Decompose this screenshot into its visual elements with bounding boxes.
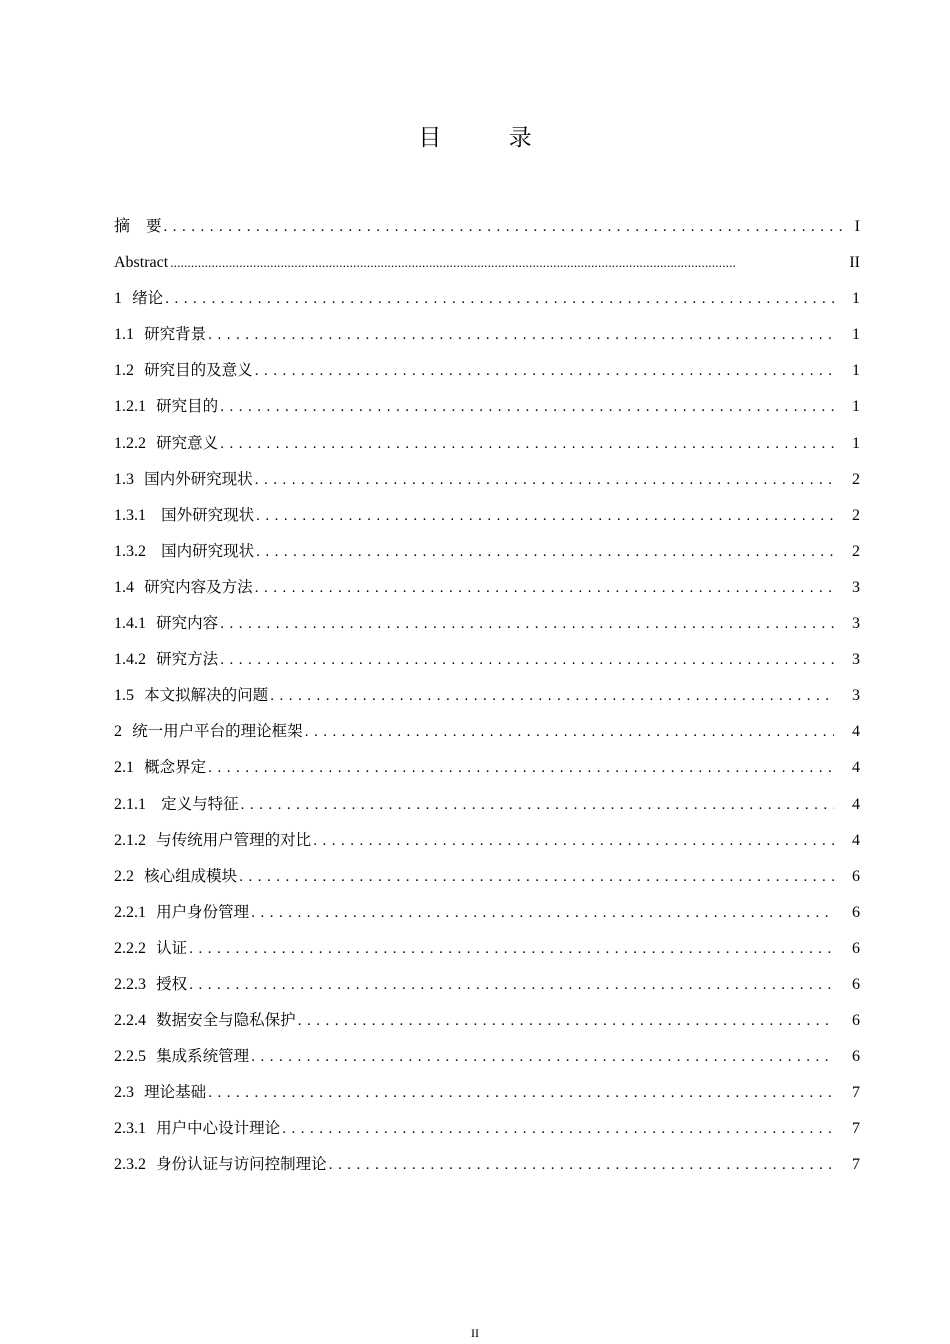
toc-entry-number: 2.1.1 [114, 795, 146, 813]
toc-entry[interactable] [114, 858, 860, 894]
toc-entry-number: 1.4.2 [114, 651, 146, 669]
toc-entry-title: 要 [146, 217, 162, 235]
toc-entry-label [114, 316, 206, 353]
toc-leader-dots [256, 534, 834, 570]
toc-leader-dots [170, 245, 844, 281]
toc-entry-number: 2.1 [114, 759, 134, 777]
toc-entry-label [114, 1038, 249, 1075]
toc-entry[interactable] [114, 786, 860, 822]
toc-entry-gap [134, 757, 144, 776]
toc-entry[interactable] [114, 822, 860, 858]
toc-entry-gap [134, 685, 144, 704]
toc-entry-number: 1.3.2 [114, 542, 146, 560]
toc-entry-title: 研究目的 [156, 397, 219, 416]
toc-entry-number: 1.3.1 [114, 506, 146, 524]
toc-leader-dots [282, 1111, 834, 1147]
toc-entry-number: 2.2.2 [114, 939, 146, 957]
toc-entry[interactable] [114, 425, 860, 461]
toc-entry-page: 3 [852, 651, 860, 669]
toc-entry-title: 统一用户平台的理论框架 [132, 722, 303, 741]
toc-leader-dots [329, 1147, 834, 1183]
toc-entry-page: 2 [852, 470, 860, 488]
toc-entry[interactable] [114, 497, 860, 533]
toc-entry-gap [146, 1154, 156, 1173]
toc-entry-gap [134, 577, 144, 596]
toc-leader-dots [220, 606, 834, 642]
toc-entry-label [114, 605, 218, 642]
toc-leader-dots [270, 678, 834, 714]
toc-entry-title: 研究背景 [144, 325, 207, 344]
toc-entry-label [114, 461, 253, 498]
toc-entry-number: 2.2.3 [114, 975, 146, 993]
toc-entry-number: 1.1 [114, 326, 134, 344]
toc-entry-page: 7 [852, 1120, 860, 1138]
toc-entry-label [114, 822, 311, 859]
toc-leader-dots [189, 931, 834, 967]
toc-entry-gap [146, 433, 156, 452]
toc-leader-dots [189, 967, 834, 1003]
toc-leader-dots [255, 570, 834, 606]
toc-entry-title: 核心组成模块 [144, 866, 238, 885]
toc-entry-page: 6 [852, 1012, 860, 1030]
toc-entry-label [114, 894, 249, 931]
toc-entry-title: 用户中心设计理论 [156, 1119, 281, 1138]
toc-entry-gap [146, 541, 156, 560]
toc-entry-page: 1 [852, 290, 860, 308]
toc-entry-label [114, 280, 163, 317]
toc-entry-page: 4 [852, 831, 860, 849]
toc-entry-gap [146, 974, 156, 993]
toc-leader-dots [208, 1075, 834, 1111]
toc-entry[interactable] [114, 1038, 860, 1074]
toc-entry[interactable] [114, 749, 860, 785]
toc-entry-gap [146, 1010, 156, 1029]
toc-entry-page: 4 [852, 723, 860, 741]
toc-entry-number: 1.4.1 [114, 615, 146, 633]
toc-entry-page: 4 [852, 759, 860, 777]
toc-entry[interactable] [114, 316, 860, 352]
toc-entry-gap [134, 866, 144, 885]
toc-entry-number: 2.3 [114, 1084, 134, 1102]
toc-entry-number: 1.2 [114, 362, 134, 380]
toc-entry-title: 与传统用户管理的对比 [156, 830, 312, 849]
toc-entry-page: 7 [852, 1156, 860, 1174]
toc-leader-dots [251, 895, 834, 931]
toc-entry-gap [146, 902, 156, 921]
page-number-footer: II [471, 1326, 479, 1340]
toc-entry-label [114, 641, 218, 678]
toc-entry-label [114, 749, 206, 786]
toc-entry[interactable] [114, 1146, 860, 1182]
toc-entry-page: 2 [852, 542, 860, 560]
toc-entry-title: 数据安全与隐私保护 [156, 1011, 296, 1030]
toc-entry-label [114, 388, 218, 425]
toc-entry-number: 2.2.1 [114, 903, 146, 921]
toc-entry-number: 1.2.2 [114, 434, 146, 452]
toc-entry-page: 6 [852, 975, 860, 993]
toc-entry-page: 3 [852, 615, 860, 633]
toc-entry-gap [146, 613, 156, 632]
toc-entry-title: 研究意义 [156, 433, 219, 452]
toc-entry-label [114, 497, 254, 534]
toc-leader-dots [220, 426, 834, 462]
toc-entry-page: 3 [852, 578, 860, 596]
toc-entry-label [114, 244, 168, 281]
toc-entry[interactable] [114, 280, 860, 316]
toc-entry-gap [146, 794, 156, 813]
toc-entry-gap [122, 721, 132, 740]
toc-leader-dots [256, 498, 834, 534]
toc-entry-title: 集成系统管理 [156, 1047, 250, 1066]
toc-leader-dots [255, 462, 834, 498]
toc-leader-dots [164, 209, 844, 245]
page-title: 目 录 [418, 125, 562, 151]
toc-leader-dots [220, 642, 834, 678]
toc-entry-number: 2.2 [114, 867, 134, 885]
toc-entry-label [114, 930, 187, 967]
toc-entry-gap [146, 1118, 156, 1137]
toc-entry[interactable] [114, 930, 860, 966]
toc-leader-dots [305, 714, 834, 750]
toc-leader-dots [251, 1039, 834, 1075]
toc-entry-number: 2.1.2 [114, 831, 146, 849]
toc-entry-gap [134, 469, 144, 488]
toc-entry-label [114, 1074, 206, 1111]
toc-entry-label [114, 786, 239, 823]
toc-entry-page: 3 [852, 687, 860, 705]
toc-entry-title: 国外研究现状 [156, 505, 255, 524]
toc-entry-page: 1 [852, 326, 860, 344]
toc-entry-label [114, 1146, 327, 1183]
toc-entry-gap [134, 324, 144, 343]
toc-entry-page: 1 [852, 434, 860, 452]
toc-entry-title: 定义与特征 [156, 794, 239, 813]
toc-entry-page: 6 [852, 903, 860, 921]
toc-entry[interactable] [114, 533, 860, 569]
toc-entry-number: 1.5 [114, 687, 134, 705]
toc-entry-title: 认证 [156, 938, 188, 957]
toc-entry-label [114, 352, 253, 389]
toc-entry-label [114, 966, 187, 1003]
toc-entry-page: II [849, 254, 860, 272]
toc-entry[interactable] [114, 605, 860, 641]
toc-entry[interactable] [114, 713, 860, 749]
toc-entry-page: 4 [852, 795, 860, 813]
toc-entry[interactable] [114, 1110, 860, 1146]
toc-entry-title: 研究方法 [156, 650, 219, 669]
toc-leader-dots [313, 823, 834, 859]
toc-entry-number: 2.2.5 [114, 1048, 146, 1066]
toc-entry-page: 6 [852, 939, 860, 957]
toc-entry-title: 授权 [156, 974, 188, 993]
toc-entry-title: 研究内容及方法 [144, 577, 253, 596]
toc-entry-title: 研究内容 [156, 614, 219, 633]
toc-entry-page: 6 [852, 1048, 860, 1066]
toc-entry[interactable] [114, 569, 860, 605]
toc-entry-page: I [854, 218, 860, 235]
toc-leader-dots [255, 353, 834, 389]
toc-entry-gap [146, 505, 156, 524]
toc-entry-label [114, 677, 268, 714]
toc-entry-number: 1.4 [114, 578, 134, 596]
toc-entry-page: 7 [852, 1084, 860, 1102]
toc-entry[interactable] [114, 244, 860, 280]
toc-entry[interactable] [114, 1002, 860, 1038]
toc-entry-label [114, 858, 237, 895]
toc-entry-title: 国内研究现状 [156, 541, 255, 560]
toc-leader-dots [208, 750, 834, 786]
table-of-contents [114, 208, 860, 1183]
toc-entry-title: 身份认证与访问控制理论 [156, 1155, 327, 1174]
toc-entry[interactable] [114, 677, 860, 713]
toc-entry-gap [146, 830, 156, 849]
toc-entry-gap [122, 288, 132, 307]
toc-entry-gap [134, 360, 144, 379]
toc-entry-title: 理论基础 [144, 1083, 207, 1102]
toc-entry-number: 1.2.1 [114, 398, 146, 416]
toc-entry-label [114, 1110, 280, 1147]
toc-leader-dots [220, 389, 834, 425]
toc-entry-gap [146, 396, 156, 415]
toc-entry[interactable] [114, 894, 860, 930]
toc-entry-gap [130, 216, 146, 235]
toc-entry-gap [134, 1082, 144, 1101]
toc-entry-label [114, 425, 218, 462]
toc-entry[interactable] [114, 966, 860, 1002]
toc-leader-dots [241, 787, 834, 823]
toc-entry-label [114, 569, 253, 606]
toc-entry-page: 1 [852, 398, 860, 416]
toc-entry-label [114, 1002, 296, 1039]
toc-entry-number: 2.2.4 [114, 1012, 146, 1030]
toc-leader-dots [165, 281, 834, 317]
toc-entry[interactable] [114, 352, 860, 388]
toc-entry-number: 2 [114, 723, 122, 741]
toc-entry-number: 1.3 [114, 470, 134, 488]
toc-entry-number: 2.3.2 [114, 1156, 146, 1174]
toc-leader-dots [298, 1003, 834, 1039]
toc-entry-label [114, 208, 162, 245]
toc-entry-page: 1 [852, 362, 860, 380]
toc-entry-title: 绪论 [132, 289, 164, 308]
toc-entry-title: 本文拟解决的问题 [144, 686, 269, 705]
toc-entry-gap [146, 1046, 156, 1065]
toc-entry-gap [146, 649, 156, 668]
toc-entry-number: 1 [114, 290, 122, 308]
toc-entry-title: 国内外研究现状 [144, 469, 253, 488]
toc-leader-dots [208, 317, 834, 353]
toc-entry-number: Abstract [114, 254, 169, 272]
toc-entry-label [114, 533, 254, 570]
toc-entry-page: 6 [852, 867, 860, 885]
toc-entry-title: 研究目的及意义 [144, 361, 253, 380]
toc-entry[interactable] [114, 461, 860, 497]
toc-entry-label [114, 713, 303, 750]
toc-entry[interactable] [114, 388, 860, 424]
toc-entry[interactable] [114, 1074, 860, 1110]
toc-entry-gap [146, 938, 156, 957]
toc-entry-number: 摘 [114, 218, 131, 235]
toc-leader-dots [239, 859, 834, 895]
toc-entry-page: 2 [852, 506, 860, 524]
toc-entry-title: 用户身份管理 [156, 902, 250, 921]
toc-entry[interactable] [114, 641, 860, 677]
toc-entry-title: 概念界定 [144, 758, 207, 777]
toc-entry[interactable] [114, 208, 860, 244]
toc-entry-number: 2.3.1 [114, 1120, 146, 1138]
